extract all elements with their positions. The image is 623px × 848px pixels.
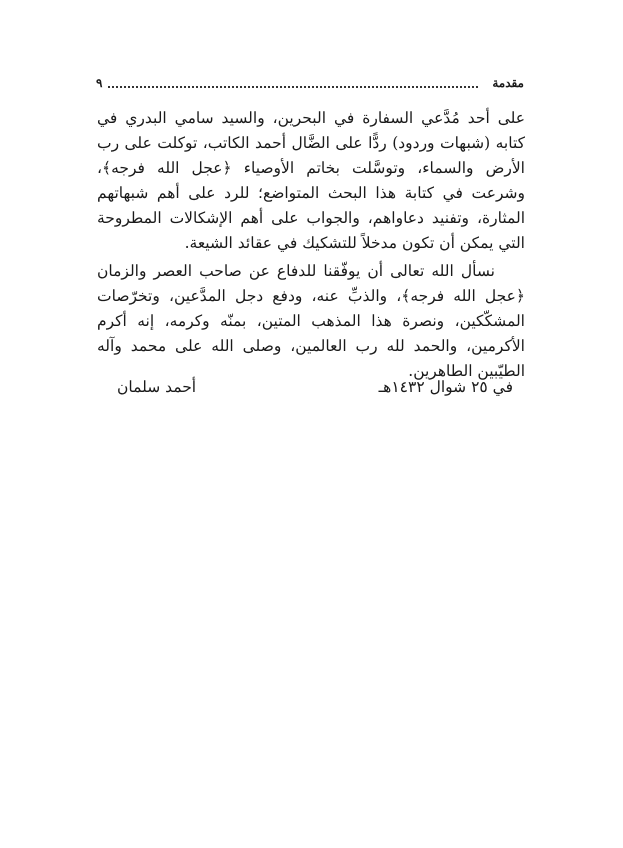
running-header [96, 74, 524, 96]
signature-block [97, 378, 525, 404]
paragraph-2: نسأل الله تعالى أن يوفّقنا للدفاع عن صاحب العصر والزمان ﴿عجل الله فرجه﴾، والذبِّ عنه، ودفع دجل المدَّعين، وتخرّصات المشكّكين، ونصرة هذا المذهب المتين، بمنّه وكرمه، إنه أكرم الأكرمين، والحمد لله رب العالمين، وصلى الله على محمد وآله الطيّبين الطاهرين. [97, 262, 525, 380]
page-number: ٩ [96, 76, 103, 90]
paragraph-1: على أحد مُدَّعي السفارة في البحرين، والسيد سامي البدري في كتابه (شبهات وردود) ردًّا على الضَّال أحمد الكاتب، توكلت على رب الأرض والسماء، وتوسَّلت بخاتم الأوصياء ﴿عجل الله فرجه﴾، وشرعت في كتابة هذا البحث المتواضع؛ للرد على أهم شبهاتهم المثارة، وتفنيد دعاواهم، والجواب على أهم الإشكالات المطروحة التي يمكن أن تكون مدخلاً للتشكيك في عقائد الشيعة. [97, 109, 525, 252]
leader-dots [108, 86, 478, 88]
author-name: أحمد سلمان [117, 378, 197, 396]
signature-date: في ٢٥ شوال ١٤٣٢هـ [378, 378, 513, 396]
chapter-title: مقدمة [492, 76, 524, 90]
body-text [97, 106, 525, 384]
